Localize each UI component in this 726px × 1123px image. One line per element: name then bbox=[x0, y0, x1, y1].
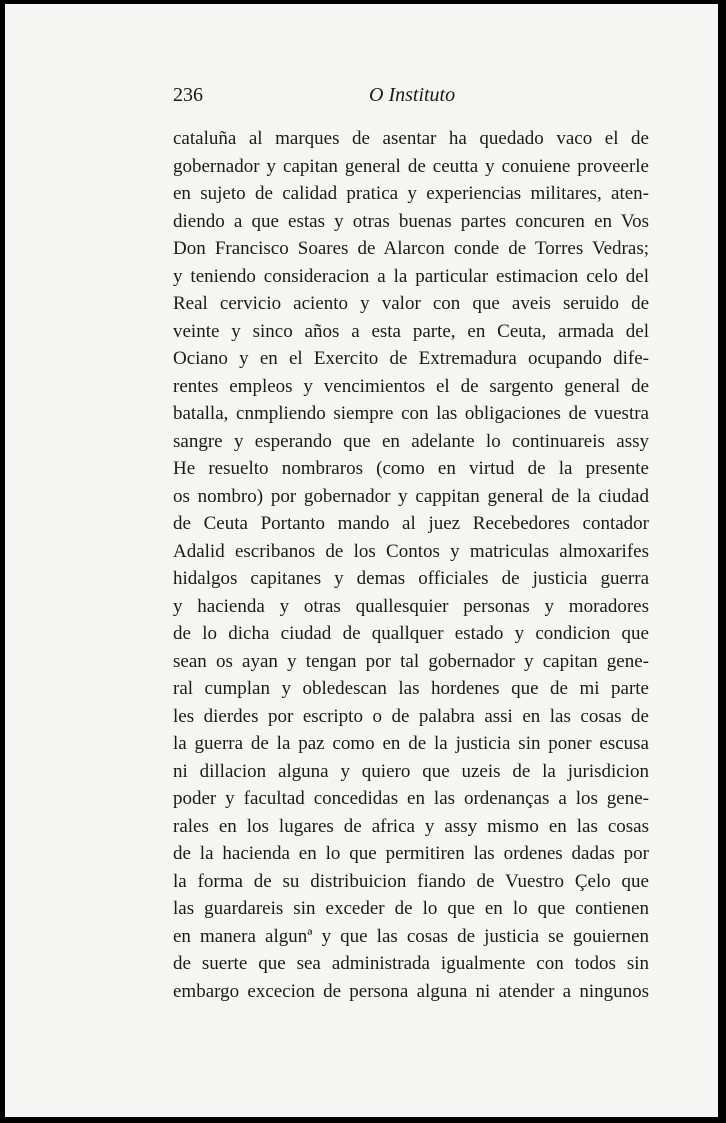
text-line: veinte y sinco años a esta parte, en Ceuta, armada del bbox=[173, 320, 649, 342]
book-page bbox=[5, 4, 718, 1117]
text-line: la forma de su distribuicion fiando de Vuestro Çelo que bbox=[173, 870, 649, 892]
text-line: poder y facultad concedidas en las ordenanças a los gene- bbox=[173, 788, 649, 809]
text-line: os nombro) por gobernador y cappitan general de la ciudad bbox=[173, 485, 649, 507]
text-line: Adalid escribanos de los Contos y matriculas almoxarifes bbox=[173, 540, 649, 562]
text-line: gobernador y capitan general de ceutta y conuiene proveerle bbox=[173, 155, 649, 177]
text-line: embargo excecion de persona alguna ni atender a ningunos bbox=[173, 980, 649, 1002]
text-line: ral cumplan y obledescan las hordenes que de mi parte bbox=[173, 678, 649, 699]
text-line: ni dillacion alguna y quiero que uzeis de la jurisdicion bbox=[173, 760, 649, 782]
text-line: hidalgos capitanes y demas officiales de justicia guerra bbox=[173, 568, 649, 589]
page-header bbox=[173, 84, 649, 114]
text-line: Don Francisco Soares de Alarcon conde de Torres Vedras; bbox=[173, 238, 649, 259]
text-line: las guardareis sin exceder de lo que en lo que contienen bbox=[173, 898, 649, 919]
text-line: cataluña al marques de asentar ha quedado vaco el de bbox=[173, 128, 649, 149]
text-line: batalla, cnmpliendo siempre con las obligaciones de vuestra bbox=[173, 403, 649, 424]
running-title: O Instituto bbox=[369, 84, 456, 106]
text-line: Real cervicio aciento y valor con que aveis seruido de bbox=[173, 293, 649, 314]
text-line: de Ceuta Portanto mando al juez Recebedores contador bbox=[173, 513, 649, 534]
text-line: en manera algunª y que las cosas de justicia se gouiernen bbox=[173, 925, 649, 947]
text-line: les dierdes por escripto o de palabra assi en las cosas de bbox=[173, 705, 649, 727]
text-line: diendo a que estas y otras buenas partes concuren en Vos bbox=[173, 210, 649, 232]
body-text bbox=[173, 125, 649, 1005]
page-number: 236 bbox=[173, 84, 203, 106]
text-line: y teniendo consideracion a la particular estimacion celo del bbox=[173, 265, 649, 287]
text-line: rales en los lugares de africa y assy mismo en las cosas bbox=[173, 815, 649, 837]
text-line: de la hacienda en lo que permitiren las ordenes dadas por bbox=[173, 843, 649, 864]
text-line: de lo dicha ciudad de quallquer estado y condicion que bbox=[173, 623, 649, 644]
text-line: He resuelto nombraros (como en virtud de la presente bbox=[173, 458, 649, 479]
text-line: la guerra de la paz como en de la justicia sin poner escusa bbox=[173, 733, 649, 754]
text-line: de suerte que sea administrada igualmente con todos sin bbox=[173, 953, 649, 974]
text-line: sean os ayan y tengan por tal gobernador y capitan gene- bbox=[173, 650, 649, 672]
text-line: sangre y esperando que en adelante lo continuareis assy bbox=[173, 430, 649, 452]
text-line: y hacienda y otras quallesquier personas y moradores bbox=[173, 595, 649, 617]
text-line: rentes empleos y vencimientos el de sargento general de bbox=[173, 375, 649, 397]
text-line: en sujeto de calidad pratica y experiencias militares, aten- bbox=[173, 183, 649, 204]
text-line: Ociano y en el Exercito de Extremadura ocupando dife- bbox=[173, 348, 649, 369]
